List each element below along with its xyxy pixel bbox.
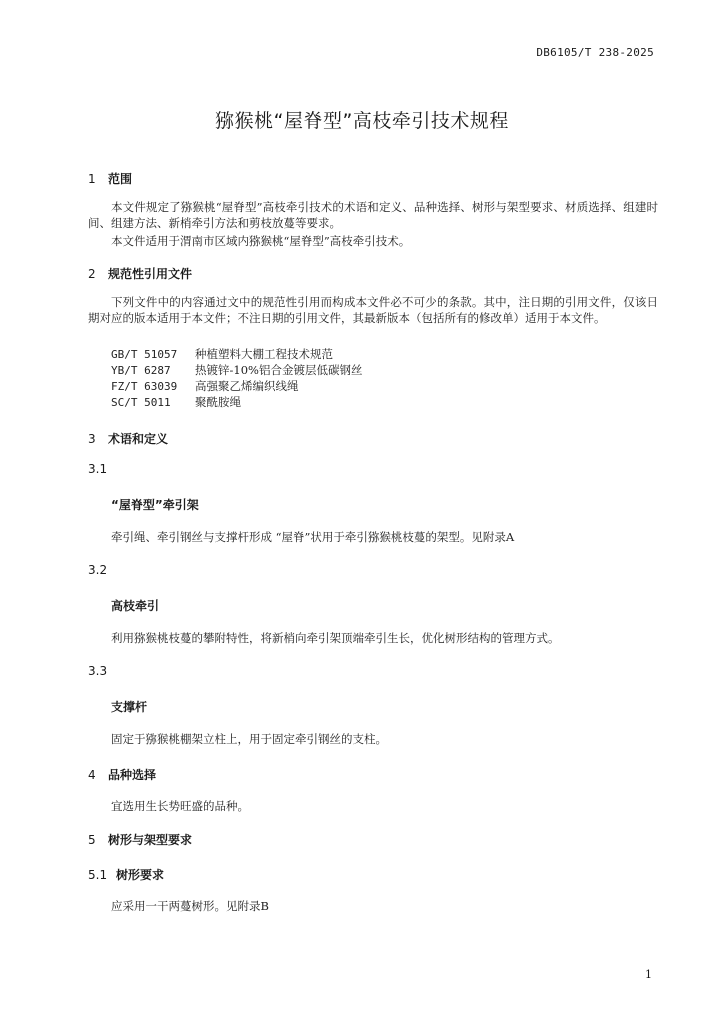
term-number: 3.1 xyxy=(88,462,108,476)
reference-item xyxy=(111,378,299,394)
section-1-paragraph-2: 本文件适用于渭南市区域内猕猴桃“屋脊型”高枝牵引技术。 xyxy=(111,234,411,248)
reference-title: 种植塑料大棚工程技术规范 xyxy=(195,347,333,361)
subsection-title: 树形要求 xyxy=(116,868,165,882)
subsection-number: 5.1 xyxy=(88,868,108,882)
standard-code: DB6105/T 238-2025 xyxy=(536,46,654,59)
reference-code: GB/T 51057 xyxy=(111,348,178,361)
reference-code: FZ/T 63039 xyxy=(111,380,178,393)
term-definition: 利用猕猴桃枝蔓的攀附特性，将新梢向牵引架顶端牵引生长，优化树形结构的管理方式。 xyxy=(111,631,560,645)
section-title: 树形与架型要求 xyxy=(108,833,193,847)
section-number: 4 xyxy=(88,768,96,782)
section-2-paragraph-1: 下列文件中的内容通过文中的规范性引用而构成本文件必不可少的条款。其中，注日期的引用文件，仅该日期对应的版本适用于本文件；不注日期的引用文件，其最新版本（包括所有的修改单）适用于本文件。 xyxy=(88,295,658,325)
section-title: 品种选择 xyxy=(108,768,157,782)
page-number: 1 xyxy=(645,968,652,981)
term-definition: 牵引绳、牵引钢丝与支撑杆形成 “屋脊”状用于牵引猕猴桃枝蔓的架型。见附录A xyxy=(111,530,515,544)
reference-code: SC/T 5011 xyxy=(111,396,171,409)
section-2-heading xyxy=(88,265,192,282)
term-number: 3.3 xyxy=(88,664,108,678)
section-1-heading xyxy=(88,170,132,187)
subsection-5-1-heading xyxy=(88,866,164,883)
section-title: 范围 xyxy=(108,172,133,186)
term-definition: 固定于猕猴桃棚架立柱上，用于固定牵引钢丝的支柱。 xyxy=(111,732,387,746)
reference-item xyxy=(111,346,333,362)
section-number: 3 xyxy=(88,432,96,446)
reference-item xyxy=(111,394,241,410)
section-4-paragraph-1: 宜选用生长势旺盛的品种。 xyxy=(111,799,249,813)
subsection-5-1-paragraph-1: 应采用一干两蔓树形。见附录B xyxy=(111,899,269,913)
term-number: 3.2 xyxy=(88,563,108,577)
reference-item xyxy=(111,362,362,378)
section-5-heading xyxy=(88,831,192,848)
term-name: 高枝牵引 xyxy=(111,599,160,613)
section-4-heading xyxy=(88,766,156,783)
section-title: 术语和定义 xyxy=(108,432,169,446)
document-title: 猕猴桃“屋脊型”高枝牵引技术规程 xyxy=(215,110,509,132)
section-3-heading xyxy=(88,430,168,447)
section-number: 1 xyxy=(88,172,96,186)
section-1-paragraph-1: 本文件规定了猕猴桃“屋脊型”高枝牵引技术的术语和定义、品种选择、树形与架型要求、材质选择、组建时间、组建方法、新梢牵引方法和剪枝放蔓等要求。 xyxy=(88,200,658,230)
term-name: 支撑杆 xyxy=(111,700,148,714)
reference-title: 聚酰胺绳 xyxy=(195,395,241,409)
term-name: “屋脊型”牵引架 xyxy=(111,498,199,512)
section-number: 2 xyxy=(88,267,96,281)
section-number: 5 xyxy=(88,833,96,847)
section-title: 规范性引用文件 xyxy=(108,267,193,281)
reference-title: 热镀锌-10%铝合金镀层低碳钢丝 xyxy=(195,363,363,377)
reference-code: YB/T 6287 xyxy=(111,364,171,377)
reference-title: 高强聚乙烯编织线绳 xyxy=(195,379,299,393)
